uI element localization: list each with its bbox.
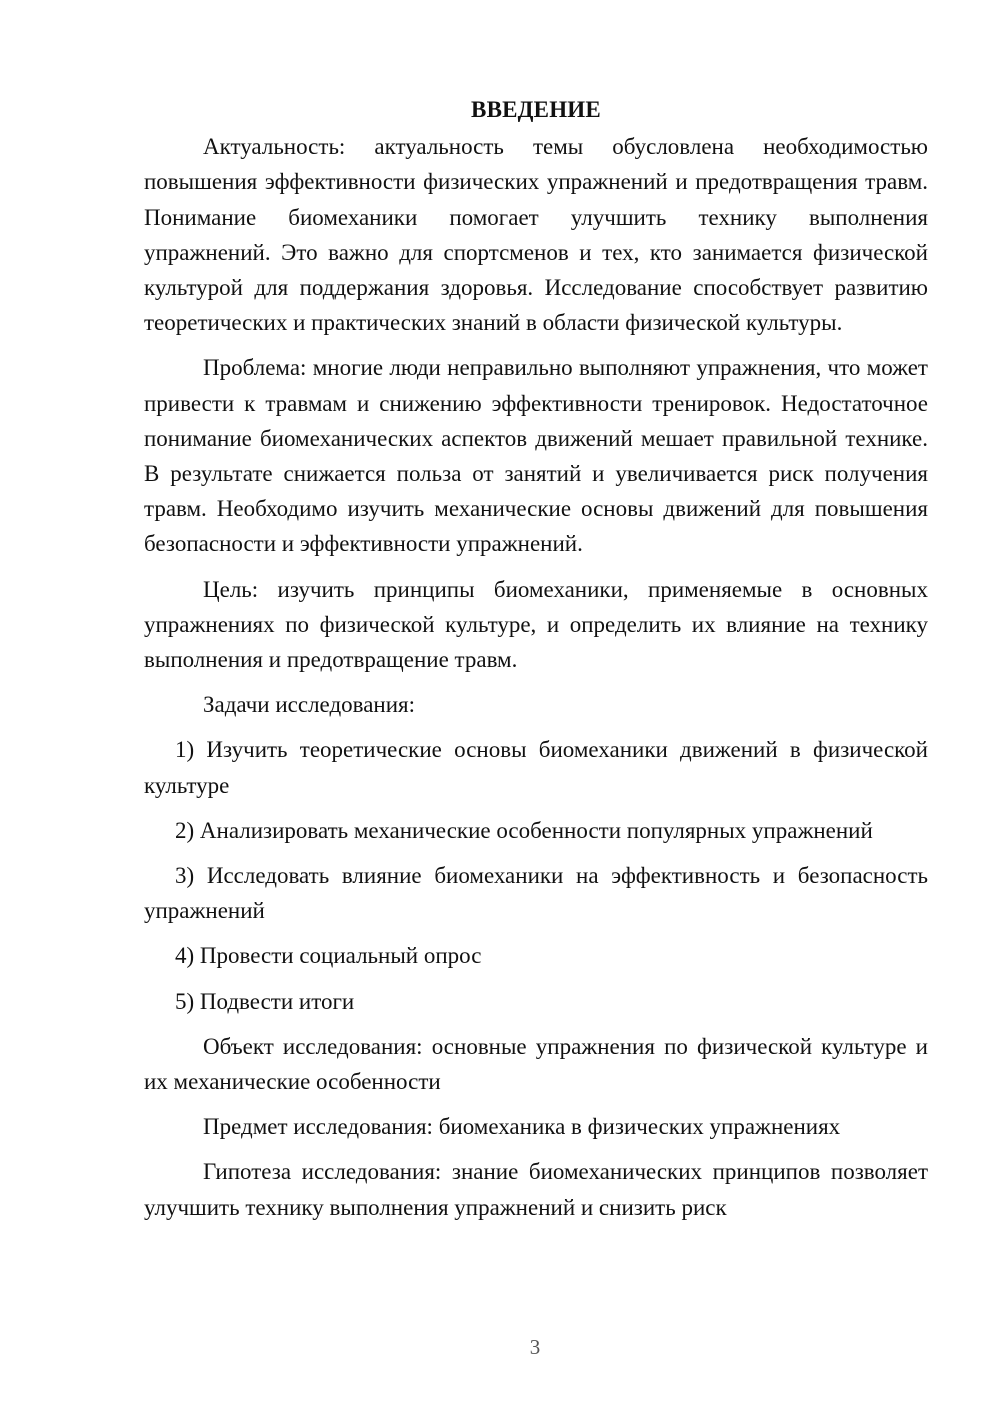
task-item-5: 5) Подвести итоги [175,988,355,1014]
paragraph-subject: Предмет исследования: биомеханика в физических упражнениях [203,1114,841,1140]
paragraph-hypothesis: Гипотеза исследования: знание биомеханических принципов позволяет улучшить технику выполнения упражнений и снизить риск [144,1159,928,1220]
page-number: 3 [529,1335,541,1359]
task-item-3: 3) Исследовать влияние биомеханики на эффективность и безопасность упражнений [144,863,928,924]
paragraph-tasks-heading: Задачи исследования: [203,692,416,718]
paragraph-object: Объект исследования: основные упражнения по физической культуре и их механические особенности [144,1033,928,1095]
paragraph-problem: Проблема: многие люди неправильно выполняют упражнения, что может привести к травмам и снижению эффективности тренировок. Недостаточное понимание биомеханических аспектов движений мешает правильной технике. В результате снижается польза от занятий и увеличивается риск получения травм. Необходимо изучить механические основы движений для повышения безопасности и эффективности упражнений. [144,355,928,557]
document-body [144,92,928,1235]
section-title: ВВЕДЕНИЕ [471,97,601,122]
task-item-1: 1) Изучить теоретические основы биомеханики движений в физической культуре [144,737,928,798]
task-item-2: 2) Анализировать механические особенности популярных упражнений [175,817,873,843]
paragraph-goal: Цель: изучить принципы биомеханики, применяемые в основных упражнениях по физической культуре, и определить их влияние на технику выполнения и предотвращение травм. [144,576,928,673]
task-item-4: 4) Провести социальный опрос [175,943,482,969]
paragraph-relevance: Актуальность: актуальность темы обусловлена необходимостью повышения эффективности физических упражнений и предотвращения травм. Понимание биомеханики помогает улучшить технику выполнения упражнений. Это важно для спортсменов и тех, кто занимается физической культурой для поддержания здоровья. Исследование способствует развитию теоретических и практических знаний в области физической культуры. [144,134,928,336]
